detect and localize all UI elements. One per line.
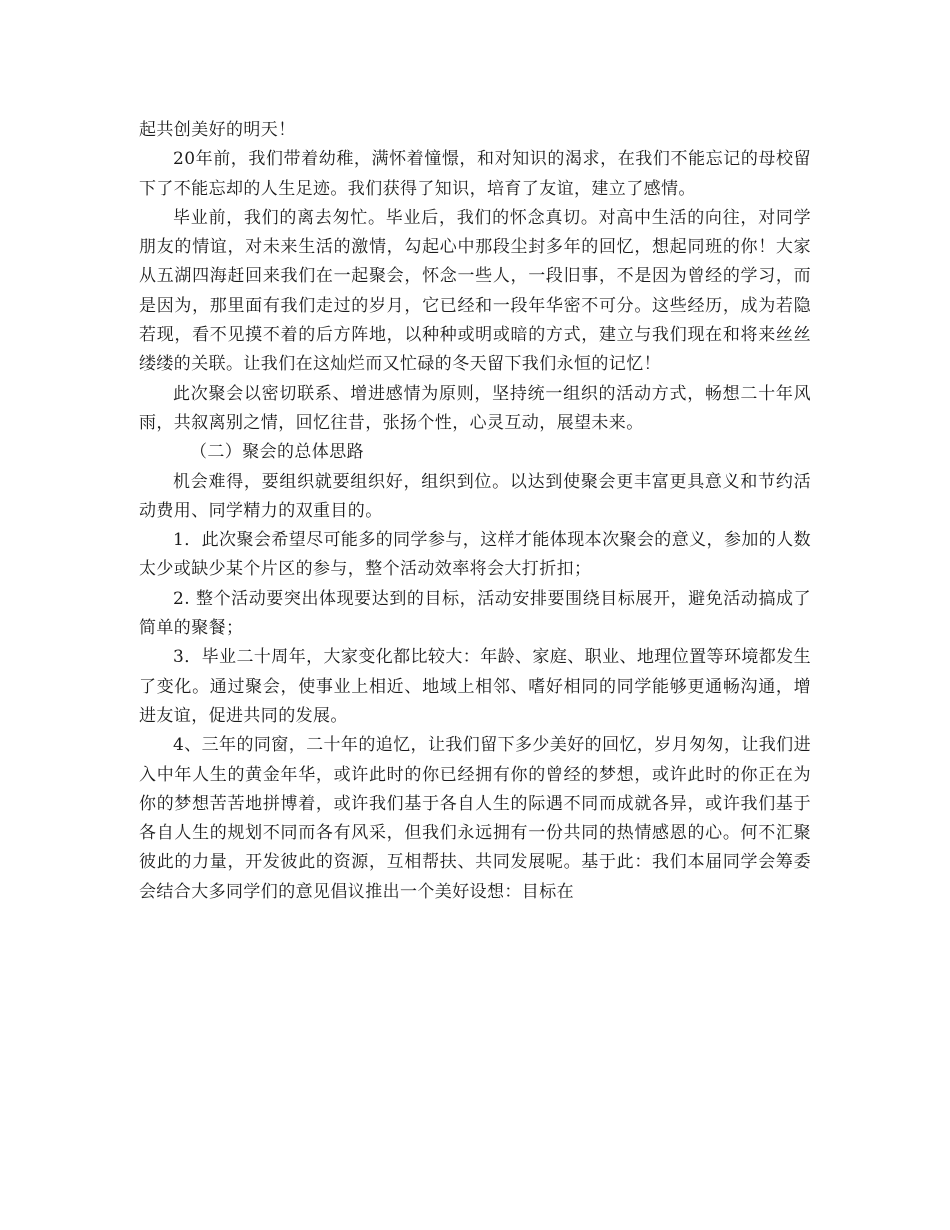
- list-item-1: 1．此次聚会希望尽可能多的同学参与，这样才能体现本次聚会的意义，参加的人数太少或缺少某个片区的参与，整个活动效率将会大打折扣；: [139, 530, 811, 580]
- document-page: [139, 116, 811, 907]
- section-heading-overall-idea: （二）聚会的总体思路: [190, 442, 364, 463]
- paragraph-before-graduation: 毕业前，我们的离去匆忙。毕业后，我们的怀念真切。对高中生活的向往，对同学朋友的情谊，对未来生活的激情，勾起心中那段尘封多年的回忆，想起同班的你！大家从五湖四海赶回来我们在一起聚会，怀念一些人，一段旧事，不是因为曾经的学习，而是因为，那里面有我们走过的岁月，它已经和一段年华密不可分。这些经历，成为若隐若现，看不见摸不着的后方阵地，以种种或明或暗的方式，建立与我们现在和将来丝丝缕缕的关联。让我们在这灿烂而又忙碌的冬天留下我们永恒的记忆！: [139, 207, 811, 375]
- list-item-2: 2. 整个活动要突出体现要达到的目标，活动安排要围绕目标展开，避免活动搞成了简单的聚餐；: [139, 588, 811, 639]
- paragraph-opportunity: 机会难得，要组织就要组织好，组织到位。以达到使聚会更丰富更具意义和节约活动费用、同学精力的双重目的。: [139, 471, 811, 521]
- paragraph-reunion-principle: 此次聚会以密切联系、增进感情为原则，坚持统一组织的活动方式，畅想二十年风雨，共叙离别之情，回忆往昔，张扬个性，心灵互动，展望未来。: [139, 383, 811, 433]
- list-item-3: 3．毕业二十周年，大家变化都比较大：年龄、家庭、职业、地理位置等环境都发生了变化。通过聚会，使事业上相近、地域上相邻、嗜好相同的同学能够更通畅沟通，增进友谊，促进共同的发展。: [139, 647, 811, 726]
- list-item-4: 4、三年的同窗，二十年的追忆，让我们留下多少美好的回忆，岁月匆匆，让我们进入中年人生的黄金年华，或许此时的你已经拥有你的曾经的梦想，或许此时的你正在为你的梦想苦苦地拼博着，或许我们基于各自人生的际遇不同而成就各异，或许我们基于各自人生的规划不同而各有风采，但我们永远拥有一份共同的热情感恩的心。何不汇聚彼此的力量，开发彼此的资源，互相帮扶、共同发展呢。基于此：我们本届同学会筹委会结合大多同学们的意见倡议推出一个美好设想：目标在: [139, 735, 811, 902]
- paragraph-twenty-years-ago: 20年前，我们带着幼稚，满怀着憧憬，和对知识的渴求，在我们不能忘记的母校留下了不能忘却的人生足迹。我们获得了知识，培育了友谊，建立了感情。: [139, 149, 811, 199]
- paragraph-continuation: 起共创美好的明天！: [139, 120, 296, 140]
